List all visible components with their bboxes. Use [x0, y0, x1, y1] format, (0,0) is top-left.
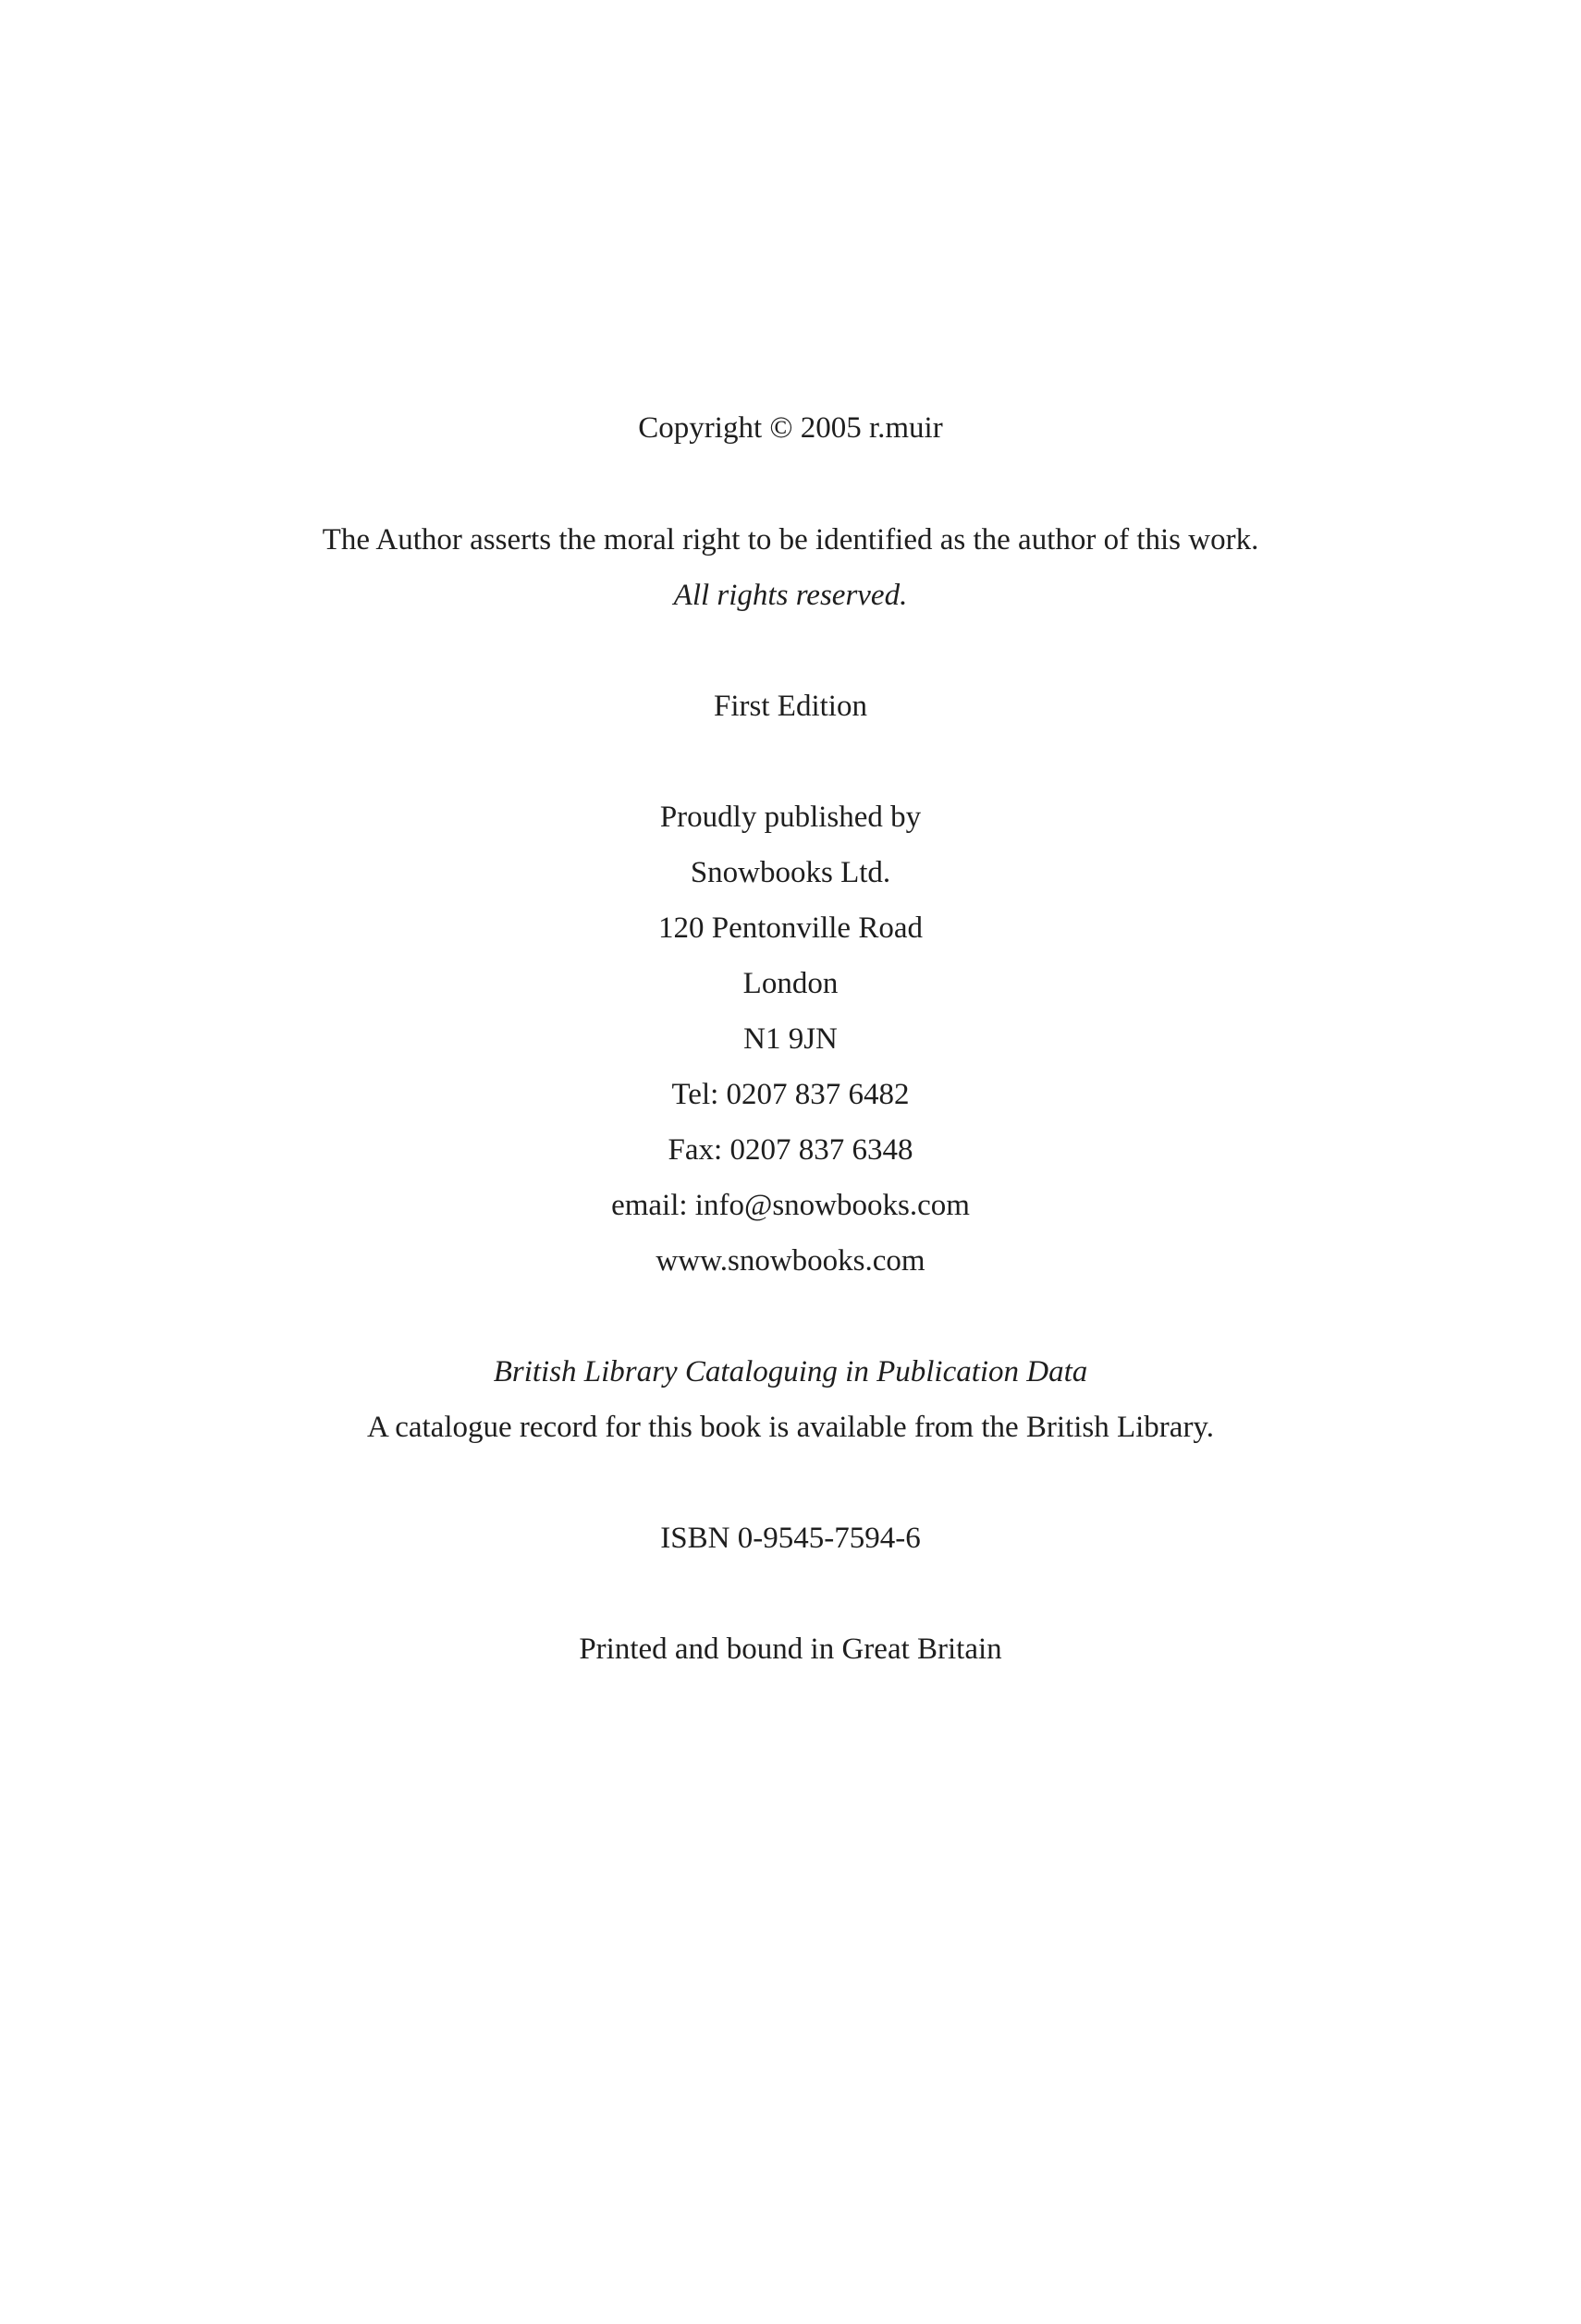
publisher-website: www.snowbooks.com [656, 1244, 925, 1278]
printed-statement: Printed and bound in Great Britain [579, 1633, 1002, 1666]
publisher-postcode: N1 9JN [743, 1022, 838, 1056]
publisher-email: email: info@snowbooks.com [611, 1189, 970, 1222]
isbn: ISBN 0-9545-7594-6 [660, 1522, 921, 1555]
publisher-intro: Proudly published by [659, 801, 922, 834]
publisher-street: 120 Pentonville Road [658, 911, 923, 945]
copyright-notice: Copyright © 2005 r.muir [638, 411, 943, 445]
moral-right-statement: The Author asserts the moral right to be identified as the author of this work. [322, 523, 1259, 557]
publisher-name: Snowbooks Ltd. [690, 856, 891, 889]
edition: First Edition [714, 690, 867, 723]
publisher-fax: Fax: 0207 837 6348 [668, 1133, 913, 1167]
cataloguing-record: A catalogue record for this book is available from the British Library. [366, 1411, 1215, 1444]
cataloguing-heading: British Library Cataloguing in Publication Data [493, 1355, 1088, 1388]
publisher-telephone: Tel: 0207 837 6482 [671, 1078, 910, 1111]
publisher-city: London [742, 967, 839, 1000]
rights-reserved: All rights reserved. [673, 579, 908, 612]
